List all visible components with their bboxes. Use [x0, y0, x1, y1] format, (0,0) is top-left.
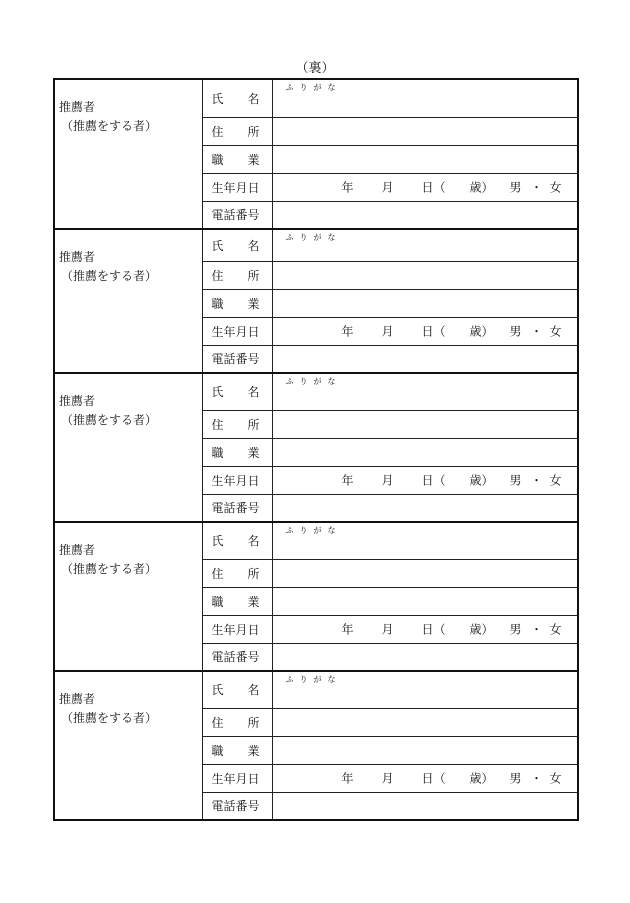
gender-male-option[interactable]: 男 [509, 622, 522, 637]
dob-age-label: 歳） [469, 622, 494, 637]
page-title: （裏） [295, 61, 335, 76]
dob-month-label: 月 [381, 622, 394, 637]
name-field[interactable] [272, 671, 578, 708]
birthdate-label-cell: 生年月日 [202, 466, 272, 494]
phone-label-cell: 電話番号 [202, 643, 272, 671]
recommender-section [54, 522, 578, 559]
phone-label-cell: 電話番号 [202, 201, 272, 229]
recommender-label: 推薦者 [59, 543, 96, 557]
occupation-label-cell: 職 業 [202, 587, 272, 615]
gender-separator: ・ [530, 180, 543, 195]
recommender-label-cell [54, 671, 202, 820]
address-label-cell: 住 所 [202, 117, 272, 145]
recommender-section [54, 373, 578, 410]
occupation-field[interactable] [272, 587, 578, 615]
phone-label-cell: 電話番号 [202, 792, 272, 820]
occupation-label-cell: 職 業 [202, 289, 272, 317]
gender-male-option[interactable]: 男 [509, 771, 522, 786]
name-field[interactable] [272, 229, 578, 261]
gender-separator: ・ [530, 771, 543, 786]
address-field[interactable] [272, 117, 578, 145]
dob-age-label: 歳） [469, 473, 494, 488]
furigana-hint: ふりがな [285, 377, 342, 386]
phone-label-cell: 電話番号 [202, 494, 272, 522]
dob-year-label: 年 [341, 771, 354, 786]
address-field[interactable] [272, 708, 578, 736]
gender-female-option[interactable]: 女 [549, 473, 562, 488]
address-field[interactable] [272, 410, 578, 438]
name-label-cell: 氏 名 [202, 79, 272, 117]
birthdate-label-cell: 生年月日 [202, 615, 272, 643]
recommender-section [54, 671, 578, 708]
address-label-cell: 住 所 [202, 708, 272, 736]
phone-label-cell: 電話番号 [202, 345, 272, 373]
phone-field[interactable] [272, 792, 578, 820]
address-field[interactable] [272, 261, 578, 289]
furigana-hint: ふりがな [285, 675, 342, 684]
dob-day-label: 日（ [421, 622, 446, 637]
name-field[interactable] [272, 79, 578, 117]
recommender-sublabel: （推薦をする者） [61, 119, 158, 133]
birthdate-field[interactable] [272, 173, 578, 201]
address-label-cell: 住 所 [202, 559, 272, 587]
name-label-cell: 氏 名 [202, 671, 272, 708]
birthdate-label-cell: 生年月日 [202, 764, 272, 792]
birthdate-field[interactable] [272, 615, 578, 643]
dob-month-label: 月 [381, 180, 394, 195]
gender-separator: ・ [530, 324, 543, 339]
phone-field[interactable] [272, 643, 578, 671]
recommender-sublabel: （推薦をする者） [61, 413, 158, 427]
birthdate-field[interactable] [272, 764, 578, 792]
birthdate-field[interactable] [272, 317, 578, 345]
recommender-label: 推薦者 [59, 692, 96, 706]
birthdate-field[interactable] [272, 466, 578, 494]
dob-year-label: 年 [341, 622, 354, 637]
birthdate-label-cell: 生年月日 [202, 173, 272, 201]
recommender-label-cell [54, 229, 202, 373]
name-field[interactable] [272, 373, 578, 410]
recommender-section [54, 79, 578, 117]
address-label-cell: 住 所 [202, 261, 272, 289]
name-field[interactable] [272, 522, 578, 559]
recommender-sublabel: （推薦をする者） [61, 562, 158, 576]
occupation-label-cell: 職 業 [202, 145, 272, 173]
recommender-form-table [53, 78, 579, 821]
dob-age-label: 歳） [469, 324, 494, 339]
dob-month-label: 月 [381, 324, 394, 339]
name-label-cell: 氏 名 [202, 522, 272, 559]
phone-field[interactable] [272, 345, 578, 373]
dob-day-label: 日（ [421, 324, 446, 339]
gender-female-option[interactable]: 女 [549, 324, 562, 339]
recommender-sublabel: （推薦をする者） [61, 711, 158, 725]
occupation-field[interactable] [272, 438, 578, 466]
dob-day-label: 日（ [421, 473, 446, 488]
gender-male-option[interactable]: 男 [509, 180, 522, 195]
gender-separator: ・ [530, 622, 543, 637]
occupation-field[interactable] [272, 289, 578, 317]
phone-field[interactable] [272, 201, 578, 229]
dob-age-label: 歳） [469, 771, 494, 786]
occupation-label-cell: 職 業 [202, 438, 272, 466]
recommender-label-cell [54, 373, 202, 522]
dob-year-label: 年 [341, 473, 354, 488]
phone-field[interactable] [272, 494, 578, 522]
gender-female-option[interactable]: 女 [549, 180, 562, 195]
gender-female-option[interactable]: 女 [549, 771, 562, 786]
dob-year-label: 年 [341, 180, 354, 195]
recommender-sublabel: （推薦をする者） [61, 269, 158, 283]
recommender-label: 推薦者 [59, 100, 96, 114]
address-field[interactable] [272, 559, 578, 587]
dob-day-label: 日（ [421, 180, 446, 195]
dob-year-label: 年 [341, 324, 354, 339]
furigana-hint: ふりがな [285, 233, 342, 242]
dob-month-label: 月 [381, 771, 394, 786]
furigana-hint: ふりがな [285, 83, 342, 92]
birthdate-label-cell: 生年月日 [202, 317, 272, 345]
dob-month-label: 月 [381, 473, 394, 488]
address-label-cell: 住 所 [202, 410, 272, 438]
gender-male-option[interactable]: 男 [509, 473, 522, 488]
dob-age-label: 歳） [469, 180, 494, 195]
gender-male-option[interactable]: 男 [509, 324, 522, 339]
recommender-label: 推薦者 [59, 394, 96, 408]
name-label-cell: 氏 名 [202, 373, 272, 410]
name-label-cell: 氏 名 [202, 229, 272, 261]
dob-day-label: 日（ [421, 771, 446, 786]
gender-separator: ・ [530, 473, 543, 488]
gender-female-option[interactable]: 女 [549, 622, 562, 637]
occupation-label-cell: 職 業 [202, 736, 272, 764]
recommender-label-cell [54, 522, 202, 671]
furigana-hint: ふりがな [285, 526, 342, 535]
occupation-field[interactable] [272, 736, 578, 764]
recommender-label: 推薦者 [59, 250, 96, 264]
recommender-label-cell [54, 79, 202, 229]
occupation-field[interactable] [272, 145, 578, 173]
recommender-section [54, 229, 578, 261]
